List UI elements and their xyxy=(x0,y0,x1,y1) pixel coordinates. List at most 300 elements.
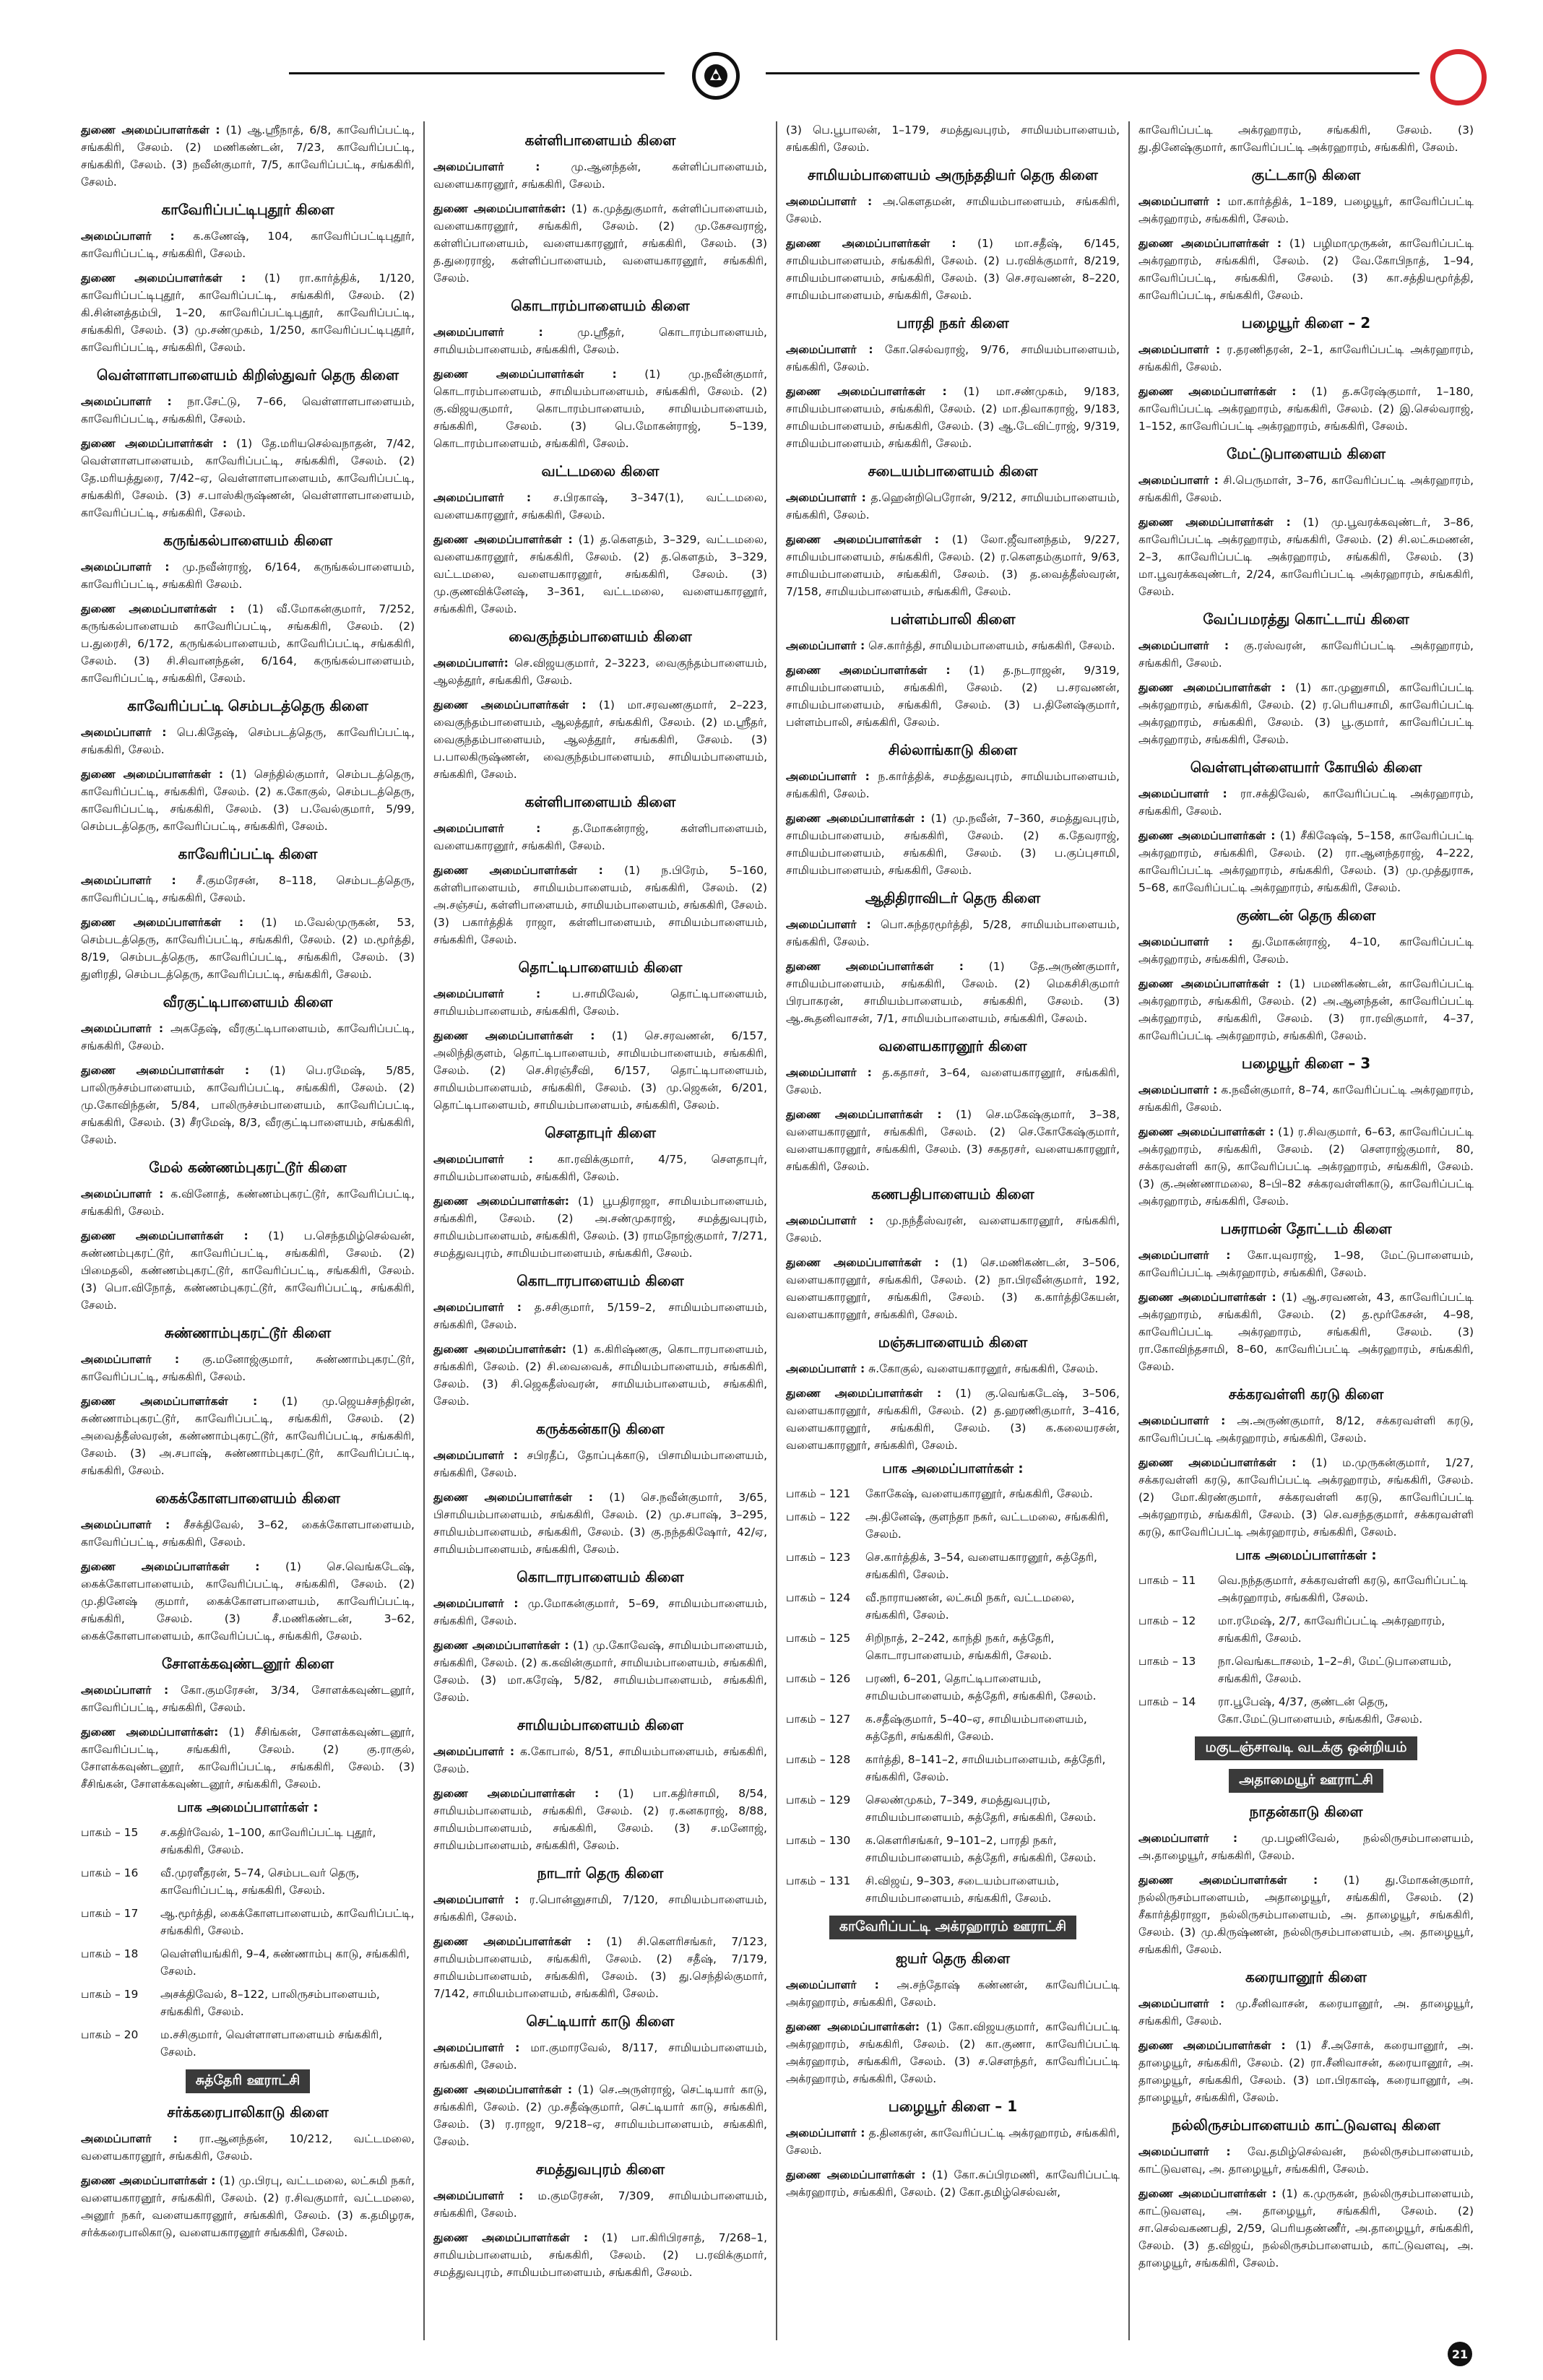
booth-organizer: கார்த்தி, 8–141–2, சாமியம்பாளையம், சுத்தேரி, சங்ககிரி, சேலம். xyxy=(865,1753,1106,1783)
booth-organizer: வீ.நாராயணன், லட்சுமி நகர், வட்டமலை, சங்ககிரி, சேலம். xyxy=(865,1591,1075,1622)
entry-role-label: அமைப்பாளர் : xyxy=(433,1597,519,1610)
booth-heading: பாக அமைப்பாளர்கள் : xyxy=(882,1461,1024,1476)
member-entry xyxy=(786,1064,1120,1099)
entry-text: த.மோகன்ராஜ், கள்ளிபாளையம், வளையகாரனூர், சங்ககிரி, சேலம். xyxy=(433,822,767,852)
entry-role-label: துணை அமைப்பாளர்கள் : xyxy=(81,916,244,929)
member-entry xyxy=(786,2124,1120,2159)
section-banner: மகுடஞ்சாவடி வடக்கு ஒன்றியம் xyxy=(1195,1736,1417,1760)
booth-number: பாகம் – 15 xyxy=(81,1826,139,1839)
red-ring-icon xyxy=(1430,49,1487,105)
entry-text: வே.தமிழ்செல்வன், நல்லிருசம்பாளையம், காட்டுவளவு, அ. தாழையூர், சங்ககிரி, சேலம். xyxy=(1138,2145,1474,2176)
entry-role-label: அமைப்பாளர் : xyxy=(433,2041,520,2054)
entry-role-label: அமைப்பாளர் : xyxy=(433,987,541,1000)
entry-text: (1) ர.சிவகுமார், 6–63, காவேரிப்பட்டி அக்ரஹாரம், சங்ககிரி, சேலம். (2) சௌராஜ்குமார், 80, சக்கரவள்ளி காடு, காவேரிப்பட்டி அக்ரஹாரம், சங்ககிரி, சேலம். (3) கு.அண்ணாமலை, 8–பி–82 சக்கரவள்ளிகாடு, காவேரிப்பட்டி அக்ரஹாரம், சங்ககிரி, சேலம். xyxy=(1138,1125,1474,1208)
entry-text: (1) செ.மகேஷ்குமார், 3–38, வளையகாரனூர், சங்ககிரி, சேலம். (2) செ.கோகேஷ்குமார், வளையகாரனூர், சங்ககிரி, சேலம். (3) சகதரசர், வளையகாரனூர், சங்ககிரி, சேலம். xyxy=(786,1108,1120,1173)
member-entry xyxy=(1138,193,1474,228)
booth-heading: பாக அமைப்பாளர்கள் : xyxy=(177,1800,319,1815)
booth-row xyxy=(786,1791,1120,1826)
entry-text: (1) லோ.ஜீவானந்தம், 9/227, சாமியம்பாளையம், சங்ககிரி, சேலம். (2) ர.கௌதம்குமார், 9/63, சாமியம்பாளையம், சங்ககிரி, சேலம். (3) த.வைத்தீஸ்வரன், 7/158, சாமியம்பாளையம், சங்ககிரி, சேலம். xyxy=(786,533,1120,598)
branch-title: கொடாரம்பாளையம் கிளை xyxy=(511,297,690,314)
entry-role-label: துணை அமைப்பாளர்கள் : xyxy=(433,1935,592,1948)
entry-text: செ.கார்த்தி, சாமியம்பாளையம், சங்ககிரி, சேலம். xyxy=(868,639,1115,652)
branch-title: வேப்பமரத்து கொட்டாய் கிளை xyxy=(1203,610,1409,628)
branch-title: மஞ்சுபாளையம் கிளை xyxy=(878,1333,1028,1351)
booth-number: பாகம் – 128 xyxy=(786,1753,851,1766)
member-entry xyxy=(786,383,1120,452)
member-entry xyxy=(81,766,415,835)
member-entry xyxy=(81,1185,415,1220)
entry-text: (1) மு.நவீன், 7–360, சமத்துவபுரம், சாமியம்பாளையம், சங்ககிரி, சேலம். (2) க.தேவராஜ், சாமியம்பாளையம், சங்ககிரி, சேலம். (3) ப.குப்புசாமி, சாமியம்பாளையம், சங்ககிரி, சேலம். xyxy=(786,812,1120,877)
branch-title: பழையூர் கிளை – 2 xyxy=(1241,314,1371,332)
branch-title: வீரகுட்டிபாளையம் கிளை xyxy=(163,993,333,1011)
entry-text: (1) த.நடராஜன், 9/319, சாமியம்பாளையம், சங்ககிரி, சேலம். (2) ப.சரவணன், சாமியம்பாளையம், சங்ககிரி, சேலம். (3) ப.தினேஷ்குமார், பள்ளம்பாலி, சங்ககிரி, சேலம். xyxy=(786,664,1120,729)
entry-role-label: அமைப்பாளர் : xyxy=(786,918,871,931)
entry-role-label: துணை அமைப்பாளர்கள் : xyxy=(1138,829,1276,842)
member-entry xyxy=(433,2229,767,2281)
member-entry xyxy=(1138,679,1474,748)
branch-title: சர்க்கரைபாலிகாடு கிளை xyxy=(167,2103,329,2121)
member-entry xyxy=(433,489,767,524)
branch-title: குண்டன் தெரு கிளை xyxy=(1236,906,1376,924)
entry-role-label: அமைப்பாளர் : xyxy=(786,2126,865,2139)
member-entry xyxy=(433,1027,767,1114)
member-entry xyxy=(1138,514,1474,600)
branch-title: சோளக்கவுண்டனூர் கிளை xyxy=(161,1655,334,1672)
entry-role-label: அமைப்பாளர் : xyxy=(786,1978,879,1991)
entry-role-label: அமைப்பாளர் : xyxy=(1138,1997,1225,2010)
member-entry xyxy=(1138,121,1474,156)
booth-number: பாகம் – 18 xyxy=(81,1947,139,1960)
entry-role-label: துணை அமைப்பாளர்கள்: xyxy=(81,1726,219,1739)
member-entry xyxy=(433,2039,767,2074)
member-entry xyxy=(81,269,415,356)
branch-title: காவேரிப்பட்டி செம்படத்தெரு கிளை xyxy=(127,697,368,714)
branch-title: பசுராமன் தோட்டம் கிளை xyxy=(1220,1220,1392,1237)
branch-title: சாமியம்பாளையம் கிளை xyxy=(517,1716,684,1734)
member-entry xyxy=(433,1489,767,1558)
member-entry xyxy=(786,1360,1120,1377)
member-entry xyxy=(81,121,415,191)
booth-number: பாகம் – 20 xyxy=(81,2028,139,2041)
branch-title: நல்லிருசம்பாளையம் காட்டுவளவு கிளை xyxy=(1172,2116,1440,2134)
entry-text: மு.பழனிவேல், நல்லிருசம்பாளையம், அ.தாழையூர், சங்ககிரி, சேலம். xyxy=(1138,1832,1474,1862)
entry-text: (1) மு.நவீன்குமார், கொடாரம்பாளையம், சாமியம்பாளையம், சங்ககிரி, சேலம். (2) கு.விஜயகுமார், கொடாரம்பாளையம், சாமியம்பாளையம், சங்ககிரி, சேலம். (3) பெ.மோகன்ராஜ், 5–139, கொடாரம்பாளையம், சங்ககிரி, சேலம். xyxy=(433,368,768,450)
entry-text: (1) சீசிங்கன், சோளக்கவுண்டனூர், காவேரிப்பட்டி, சங்ககிரி, சேலம். (2) கு.ராகுல், சோளக்கவுண்டனூர், காவேரிப்பட்டி, சங்ககிரி, சேலம். (3) சீசிங்கன், சோளக்கவுண்டனூர், சங்ககிரி, சேலம். xyxy=(81,1726,415,1791)
member-entry xyxy=(81,1351,415,1385)
branch-title: சௌதாபுர் கிளை xyxy=(545,1124,656,1141)
entry-role-label: துணை அமைப்பாளர்கள் : xyxy=(81,437,228,450)
entry-role-label: அமைப்பாளர் : xyxy=(1138,343,1221,356)
entry-role-label: துணை அமைப்பாளர்கள்: xyxy=(433,1343,567,1356)
booth-row xyxy=(786,1485,1120,1502)
booth-row xyxy=(1138,1653,1474,1687)
entry-text: (1) வீ.மோகன்குமார், 7/252, கருங்கல்பாளையம் காவேரிப்பட்டி, சங்ககிரி, சேலம். (2) ப.துரைசி, 6/172, கருங்கல்பாளையம், காவேரிப்பட்டி, சங்ககிரி, சேலம். (3) சி.சிவானந்தன், 6/164, கருங்கல்பாளையம், காவேரிப்பட்டி, சங்ககிரி, சேலம். xyxy=(81,602,415,685)
page-number: 21 xyxy=(1448,2342,1472,2366)
booth-number: பாகம் – 126 xyxy=(786,1672,851,1685)
entry-role-label: துணை அமைப்பாளர்கள் : xyxy=(433,1787,600,1800)
entry-text: (1) த.கௌதம், 3–329, வட்டமலை, வளையகாரனூர், சங்ககிரி, சேலம். (2) த.கௌதம், 3–329, வட்டமலை, வளையகாரனூர், சங்ககிரி, சேலம். (3) மு.குணவிக்னேஷ், 3–361, வட்டமலை, வளையகாரனூர், சங்ககிரி, சேலம். xyxy=(433,533,767,615)
member-entry xyxy=(81,1723,415,1793)
branch-title: சடையம்பாளையம் கிளை xyxy=(868,462,1038,480)
booth-row xyxy=(81,1945,415,1980)
entry-role-label: அமைப்பாளர் : xyxy=(81,1684,169,1697)
entry-text: (1) பெ.ரமேஷ், 5/85, பாலிருச்சம்பாளையம், காவேரிப்பட்டி, சங்ககிரி, சேலம். (2) மு.கோவிந்தன், 5/84, பாலிருச்சம்பாளையம், காவேரிப்பட்டி, சங்ககிரி, சேலம். (3) சீரமேஷ், 8/3, வீரகுட்டிபாளையம், சங்ககிரி, சேலம். xyxy=(81,1064,415,1146)
entry-role-label: அமைப்பாளர் : xyxy=(433,1745,515,1758)
branch-title: குட்டகாடு கிளை xyxy=(1251,166,1361,183)
entry-text: நா.சேட்டு, 7–66, வெள்ளாளபாளையம், காவேரிப்பட்டி, சங்ககிரி, சேலம். xyxy=(81,395,415,425)
booth-organizer: செலண்முகம், 7–349, சமத்துவபுரம், சாமியம்பாளையம், சுத்தேரி, சங்ககிரி, சேலம். xyxy=(865,1793,1097,1824)
booth-row xyxy=(1138,1693,1474,1728)
column-3 xyxy=(777,121,1130,2340)
entry-text: து.மோகன்ராஜ், 4–10, காவேரிப்பட்டி அக்ரஹாரம், சங்ககிரி, சேலம். xyxy=(1138,935,1474,966)
branch-title: மேல் கண்ணம்புகரட்டூர் கிளை xyxy=(149,1159,347,1176)
booth-organizer: கோகேஷ், வளையகாரனூர், சங்ககிரி, சேலம். xyxy=(865,1487,1093,1500)
branch-title: சுண்ணாம்புகரட்டூர் கிளை xyxy=(164,1324,332,1341)
booth-number: பாகம் – 122 xyxy=(786,1510,851,1523)
entry-text: (1) ப.செந்தமிழ்செல்வன், சுண்ணம்புகரட்டூர், காவேரிப்பட்டி, சங்ககிரி, சேலம். (2) பிமைதலி, கண்ணம்புகரட்டூர், காவேரிப்பட்டி, சங்ககிரி, சேலம். (3) பொ.விநோத், கண்ணம்புகரட்டூர், காவேரிப்பட்டி, சங்ககிரி, சேலம். xyxy=(81,1229,415,1312)
entry-text: ர.பொன்னுசாமி, 7/120, சாமியம்பாளையம், சங்ககிரி, சேலம். xyxy=(433,1893,767,1924)
member-entry xyxy=(1138,2037,1474,2106)
branch-title: பழையூர் கிளை – 1 xyxy=(888,2098,1018,2115)
member-entry xyxy=(433,1743,767,1778)
column-1 xyxy=(72,121,425,2340)
entry-role-label: துணை அமைப்பாளர்கள் : xyxy=(81,124,220,137)
member-entry xyxy=(433,1891,767,1926)
entry-text: (1) சி.கௌரிசங்கர், 7/123, சாமியம்பாளையம், சங்ககிரி, சேலம். (2) சதீஷ், 7/179, சாமியம்பாளையம், சங்ககிரி, சேலம். (3) து.செந்தில்குமார், 7/142, சாமியம்பாளையம், சங்ககிரி, சேலம். xyxy=(433,1935,767,2000)
entry-text: க.கணேஷ், 104, காவேரிப்பட்டிபுதூர், காவேரிப்பட்டி, சங்ககிரி, சேலம். xyxy=(81,230,415,260)
branch-title: காவேரிப்பட்டி கிளை xyxy=(178,845,318,862)
booth-row xyxy=(786,1549,1120,1583)
entry-role-label: துணை அமைப்பாளர்கள் : xyxy=(1138,1874,1318,1887)
entry-text: (1) க.முத்துகுமார், கள்ளிப்பாளையம், வளையகாரனூர், சங்ககிரி, சேலம். (2) மு.கேசவராஜ், கள்ளிப்பாளையம், வளையகாரனூர், சங்ககிரி, சேலம். (3) த.துரைராஜ், கள்ளிப்பாளையம், வளையகாரனூர், சங்ககிரி, சேலம். xyxy=(433,202,767,285)
member-entry xyxy=(786,1976,1120,2011)
entry-text: (1) கோ.விஜயகுமார், காவேரிப்பட்டி அக்ரஹாரம், சங்ககிரி, சேலம். (2) கா.குணா, காவேரிப்பட்டி அக்ரஹாரம், சங்ககிரி, சேலம். (3) ச.சௌந்தர், காவேரிப்பட்டி அக்ரஹாரம், சங்ககிரி, சேலம். xyxy=(786,2020,1120,2085)
member-entry xyxy=(1138,1289,1474,1375)
entry-role-label: துணை அமைப்பாளர்கள் : xyxy=(1138,2039,1286,2052)
booth-row xyxy=(1138,1572,1474,1606)
entry-role-label: துணை அமைப்பாளர்கள் : xyxy=(786,1256,939,1269)
entry-role-label: அமைப்பாளர் : xyxy=(786,491,866,504)
entry-text: ந.கார்த்திக், சமத்துவபுரம், சாமியம்பாளையம், சங்ககிரி, சேலம். xyxy=(786,770,1120,800)
member-entry xyxy=(1138,975,1474,1044)
member-entry xyxy=(433,1637,767,1706)
member-entry xyxy=(1138,637,1474,672)
entry-text: (1) தே.மரியசெல்வநாதன், 7/42, வெள்ளாளபாளையம், காவேரிப்பட்டி, சங்ககிரி, சேலம். (2) தே.மரியத்துரை, 7/42–ஏ, வெள்ளாளபாளையம், காவேரிப்பட்டி, சங்ககிரி, சேலம். (3) ச.பாஸ்கிருஷ்ணன், வெள்ளாளபாளையம், காவேரிப்பட்டி, சங்ககிரி, சேலம். xyxy=(81,437,415,519)
branch-title: கள்ளிபாளையம் கிளை xyxy=(524,131,676,149)
entry-text: மா.கார்த்திக், 1–189, பழையூர், காவேரிப்பட்டி அக்ரஹாரம், சங்ககிரி, சேலம். xyxy=(1138,195,1474,225)
booth-organizer: மா.ரமேஷ், 2/7, காவேரிப்பட்டி அக்ரஹாரம், சங்ககிரி, சேலம். xyxy=(1218,1614,1445,1645)
entry-role-label: துணை அமைப்பாளர்கள் : xyxy=(786,1387,942,1400)
booth-number: பாகம் – 17 xyxy=(81,1907,139,1920)
branch-title: கொடாரபாளையம் கிளை xyxy=(517,1272,684,1289)
member-entry xyxy=(81,724,415,758)
entry-role-label: அமைப்பாளர் : xyxy=(433,822,541,835)
entry-text: (1) செந்தில்குமார், செம்படத்தெரு, காவேரிப்பட்டி, சங்ககிரி, சேலம். (2) க.கோகுல், செம்படத்தெரு, காவேரிப்பட்டி, சங்ககிரி, சேலம். (3) ப.வேல்குமார், 5/99, செம்படத்தெரு, காவேரிப்பட்டி, சங்ககிரி, சேலம். xyxy=(81,768,415,833)
member-entry xyxy=(786,768,1120,802)
entry-role-label: துணை அமைப்பாளர்கள் : xyxy=(433,2231,589,2244)
booth-number: பாகம் – 16 xyxy=(81,1866,139,1879)
entry-text: (1) செ.சரவணன், 6/157, அலிந்திகுளம், தொட்டிபாளையம், சாமியம்பாளையம், சங்ககிரி, சேலம். (2) செ.சிரஞ்சீவி, 6/157, தொட்டிபாளையம், சாமியம்பாளையம், சங்ககிரி, சேலம். (3) மு.ஜெகன், 6/201, தொட்டிபாளையம், சாமியம்பாளையம், சங்ககிரி, சேலம். xyxy=(433,1029,767,1112)
member-entry xyxy=(786,121,1120,156)
member-entry xyxy=(433,1785,767,1854)
member-entry xyxy=(1138,2185,1474,2272)
booth-organizer: பரணி, 6–201, தொட்டிபாளையம், சாமியம்பாளையம், சுத்தேரி, சங்ககிரி, சேலம். xyxy=(865,1672,1097,1702)
entry-role-label: அமைப்பாளர் : xyxy=(786,639,865,652)
booth-number: பாகம் – 125 xyxy=(786,1632,851,1645)
entry-text: (1) மு.ஜெயச்சந்திரன், சுண்ணாம்புகரட்டூர், காவேரிப்பட்டி, சங்ககிரி, சேலம். (2) அவைத்தீஸ்வரன், கண்ணாம்புகரட்டூர், காவேரிப்பட்டி, சங்ககிரி, சேலம். (3) அ.சபாஷ், சுண்ணாம்புகரட்டூர், காவேரிப்பட்டி, சங்ககிரி, சேலம். xyxy=(81,1395,415,1477)
entry-text: (1) செ.மணிகண்டன், 3–506, வளையகாரனூர், சங்ககிரி, சேலம். (2) நா.பிரவீன்குமார், 192, வளையகாரனூர், சங்ககிரி, சேலம். (3) க.கார்த்திகேயன், வளையகாரனூர், சங்ககிரி, சேலம். xyxy=(786,1256,1120,1321)
booth-number: பாகம் – 121 xyxy=(786,1487,851,1500)
member-entry xyxy=(433,2187,767,2222)
entry-role-label: துணை அமைப்பாளர்கள் : xyxy=(81,1229,248,1242)
member-entry xyxy=(81,1393,415,1479)
member-entry xyxy=(786,662,1120,731)
member-entry xyxy=(433,324,767,358)
booth-organizer: ஆ.மூர்த்தி, கைக்கோளபாளையம், காவேரிப்பட்டி, சங்ககிரி, சேலம். xyxy=(160,1907,415,1937)
member-entry xyxy=(81,558,415,593)
branch-title: கருங்கல்பாளையம் கிளை xyxy=(163,532,333,549)
branch-title: வளையகாரனூர் கிளை xyxy=(878,1037,1027,1055)
booth-row xyxy=(1138,1612,1474,1647)
branch-title: காவேரிப்பட்டிபுதூர் கிளை xyxy=(161,201,334,218)
member-entry xyxy=(1138,341,1474,376)
booth-number: பாகம் – 129 xyxy=(786,1793,851,1806)
entry-role-label: அமைப்பாளர் : xyxy=(433,1449,518,1462)
booth-row xyxy=(81,1824,415,1858)
branch-title: கள்ளிபாளையம் கிளை xyxy=(524,793,676,810)
branch-title: மேட்டுபாளையம் கிளை xyxy=(1227,445,1386,462)
member-entry xyxy=(81,600,415,687)
entry-role-label: துணை அமைப்பாளர்கள் : xyxy=(1138,2187,1276,2200)
member-entry xyxy=(786,810,1120,879)
member-entry xyxy=(81,435,415,522)
booth-organizer: செ.கார்த்திக், 3–54, வளையகாரனூர், சுத்தேரி, சங்ககிரி, சேலம். xyxy=(865,1551,1097,1581)
entry-role-label: அமைப்பாளர் : xyxy=(81,726,167,739)
branch-title: ஆதிதிராவிடர் தெரு கிளை xyxy=(865,889,1041,906)
booth-heading: பாக அமைப்பாளர்கள் : xyxy=(1235,1548,1377,1563)
member-entry xyxy=(1138,383,1474,435)
entry-role-label: அமைப்பாளர்: xyxy=(433,657,509,670)
entry-text: கோ.செல்வராஜ், 9/76, சாமியம்பாளையம், சங்ககிரி, சேலம். xyxy=(786,343,1120,373)
entry-role-label: அமைப்பாளர் : xyxy=(1138,787,1227,800)
booth-number: பாகம் – 11 xyxy=(1138,1574,1196,1587)
entry-text: த.கதாசர், 3–64, வளையகாரனூர், சங்ககிரி, சேலம். xyxy=(786,1066,1120,1096)
booth-row xyxy=(81,1864,415,1899)
member-entry xyxy=(433,1299,767,1333)
entry-text: சபிரதீப், தோப்புக்காடு, பிசாமியம்பாளையம், சங்ககிரி, சேலம். xyxy=(433,1449,767,1479)
entry-text: அ.அருண்குமார், 8/12, சக்கரவள்ளி கரடு, காவேரிப்பட்டி அக்ரஹாரம், சங்ககிரி, சேலம். xyxy=(1138,1414,1474,1445)
entry-text: மு.சீனிவாசன், கரையானூர், அ. தாழையூர், சங்ககிரி, சேலம். xyxy=(1138,1997,1474,2028)
member-entry xyxy=(433,365,767,452)
entry-role-label: துணை அமைப்பாளர்கள் : xyxy=(433,1639,569,1652)
member-entry xyxy=(1138,235,1474,304)
member-entry xyxy=(786,1212,1120,1247)
member-entry xyxy=(786,531,1120,600)
member-entry xyxy=(433,696,767,783)
entry-text: ம.குமரேசன், 7/309, சாமியம்பாளையம், சங்ககிரி, சேலம். xyxy=(433,2189,768,2220)
member-entry xyxy=(433,1447,767,1481)
party-emblem-icon xyxy=(692,52,740,100)
entry-role-label: துணை அமைப்பாளர்கள் : xyxy=(786,1108,942,1121)
member-entry xyxy=(81,1558,415,1645)
member-entry xyxy=(786,193,1120,228)
section-banner: சுத்தேரி ஊராட்சி xyxy=(186,2069,311,2093)
entry-text: (1) தே.அருண்குமார், சாமியம்பாளையம், சங்ககிரி, சேலம். (2) மெகசிசிகுமார் பிரபாகரன், சாமியம்பாளையம், சங்ககிரி, சேலம். (3) ஆ.கூதனிவாசன், 7/1, சாமியம்பாளையம், சங்ககிரி, சேலம். xyxy=(786,960,1120,1025)
entry-role-label: துணை அமைப்பாளர்கள் : xyxy=(433,698,587,711)
booth-row xyxy=(786,1710,1120,1745)
entry-role-label: அமைப்பாளர் : xyxy=(786,343,873,356)
entry-role-label: அமைப்பாளர் : xyxy=(81,1353,180,1366)
booth-row xyxy=(786,1751,1120,1786)
entry-role-label: அமைப்பாளர் : xyxy=(786,1362,865,1375)
branch-title: சாமியம்பாளையம் அருந்ததியர் தெரு கிளை xyxy=(808,166,1098,183)
entry-text: (1) க.கிரிஷ்ணகு, கொடாரபாளையம், சங்ககிரி, சேலம். (2) சி.வைவைக், சாமியம்பாளையம், சங்ககிரி, சேலம். (3) சி.ஜெகதீஸ்வரன், சாமியம்பாளையம், சங்ககிரி, சேலம். xyxy=(433,1343,768,1408)
entry-role-label: அமைப்பாளர் : xyxy=(1138,195,1221,208)
member-entry xyxy=(81,1682,415,1716)
entry-text: த.சசிகுமார், 5/159–2, சாமியம்பாளையம், சங்ககிரி, சேலம். xyxy=(433,1301,767,1331)
member-entry xyxy=(81,2130,415,2165)
entry-text: காவேரிப்பட்டி அக்ரஹாரம், சங்ககிரி, சேலம். (3) து.தினேஷ்குமார், காவேரிப்பட்டி அக்ரஹாரம், சங்ககிரி, சேலம். xyxy=(1138,124,1474,154)
member-entry xyxy=(1138,933,1474,968)
branch-title: கைக்கோளபாளையம் கிளை xyxy=(155,1489,340,1507)
entry-text: மு.ஸ்ரீதர், கொடாரம்பாளையம், சாமியம்பாளையம், சங்ககிரி, சேலம். xyxy=(433,326,767,356)
booth-organizer: க.கௌரிசங்கர், 9–101–2, பாரதி நகர், சாமியம்பாளையம், சுத்தேரி, சங்ககிரி, சேலம். xyxy=(865,1834,1097,1864)
booth-row xyxy=(81,2026,415,2061)
entry-role-label: துணை அமைப்பாளர்கள்: xyxy=(786,2020,920,2033)
entry-role-label: அமைப்பாளர் : xyxy=(1138,1249,1231,1262)
entry-text: ரா.ஆனந்தன், 10/212, வட்டமலை, வளையகாரனூர், சங்ககிரி, சேலம். xyxy=(81,2132,415,2163)
booth-row xyxy=(786,1872,1120,1907)
member-entry xyxy=(433,158,767,193)
member-entry xyxy=(81,1516,415,1551)
entry-text: க.கோபால், 8/51, சாமியம்பாளையம், சங்ககிரி, சேலம். xyxy=(433,1745,767,1775)
entry-role-label: துணை அமைப்பாளர்கள் : xyxy=(786,533,939,546)
entry-text: மு.நந்தீஸ்வரன், வளையகாரனூர், சங்ககிரி, சேலம். xyxy=(786,1214,1120,1245)
booth-number: பாகம் – 14 xyxy=(1138,1695,1196,1708)
entry-role-label: அமைப்பாளர் : xyxy=(1138,1083,1218,1096)
branch-title: கருக்கன்காடு கிளை xyxy=(536,1420,665,1437)
entry-text: கோ.குமரேசன், 3/34, சோளக்கவுண்டனூர், காவேரிப்பட்டி, சங்ககிரி, சேலம். xyxy=(81,1684,415,1714)
booth-organizer: வீ.முரளீதரன், 5–74, செம்படவர் தெரு, காவேரிப்பட்டி, சங்ககிரி, சேலம். xyxy=(160,1866,360,1897)
entry-role-label: அமைப்பாளர் : xyxy=(81,230,175,243)
branch-title: நாடார் தெரு கிளை xyxy=(537,1864,664,1882)
entry-role-label: துணை அமைப்பாளர்கள் : xyxy=(1138,385,1297,398)
member-entry xyxy=(81,228,415,262)
entry-text: அ.கௌதமன், சாமியம்பாளையம், சங்ககிரி, சேலம். xyxy=(786,195,1120,225)
member-entry xyxy=(1138,785,1474,820)
branch-title: வட்டமலை கிளை xyxy=(541,462,660,480)
section-banner: அதாமையூர் ஊராட்சி xyxy=(1229,1769,1383,1793)
member-entry xyxy=(786,489,1120,524)
booth-organizer: ச.கதிர்வேல், 1–100, காவேரிப்பட்டி புதூர், சங்ககிரி, சேலம். xyxy=(160,1826,376,1856)
branch-title: வெள்ளாளபாளையம் கிறிஸ்துவர் தெரு கிளை xyxy=(96,366,399,384)
entry-role-label: துணை அமைப்பாளர்கள் : xyxy=(786,664,951,677)
entry-text: க.நவீன்குமார், 8–74, காவேரிப்பட்டி அக்ரஹாரம், சங்ககிரி, சேலம். xyxy=(1138,1083,1474,1114)
page-header xyxy=(0,0,1543,108)
booth-organizer: அ.தினேஷ், குளந்தா நகர், வட்டமலை, சங்ககிரி, சேலம். xyxy=(865,1510,1109,1541)
booth-row xyxy=(81,1905,415,1939)
member-entry xyxy=(1138,1454,1474,1541)
member-entry xyxy=(81,872,415,906)
entry-role-label: துணை அமைப்பாளர்கள் : xyxy=(81,272,246,285)
booth-row xyxy=(786,1630,1120,1664)
entry-role-label: துணை அமைப்பாளர்கள் : xyxy=(1138,681,1286,694)
booth-row xyxy=(786,1589,1120,1624)
entry-text: சீசக்திவேல், 3–62, கைக்கோளபாளையம், காவேரிப்பட்டி, சங்ககிரி, சேலம். xyxy=(81,1518,415,1549)
member-entry xyxy=(1138,1871,1474,1958)
booth-organizer: நா.வெங்கடாசலம், 1–2–சி, மேட்டுபாளையம், சங்ககிரி, சேலம். xyxy=(1218,1655,1452,1685)
entry-text: (1) சீ.அசோக், கரையானூர், அ. தாழையூர், சங்ககிரி, சேலம். (2) ரா.சீனிவாசன், கரையானூர், அ. தாழையூர், சங்ககிரி, சேலம். (3) மா.பிரகாஷ், கரையானூர், அ. தாழையூர், சங்ககிரி, சேலம். xyxy=(1138,2039,1474,2104)
entry-text: (1) செ.நவீன்குமார், 3/65, பிசாமியம்பாளையம், சங்ககிரி, சேலம். (2) மு.சபாஷ், 3–295, சாமியம்பாளையம், சங்ககிரி, சேலம். (3) கு.நந்தகிஷோர், 42/ஏ, சாமியம்பாளையம், சங்ககிரி, சேலம். xyxy=(433,1491,767,1556)
entry-role-label: அமைப்பாளர் : xyxy=(433,491,532,504)
entry-text: அகதேஷ், வீரகுட்டிபாளையம், காவேரிப்பட்டி, சங்ககிரி, சேலம். xyxy=(81,1022,415,1052)
entry-text: மா.குமாரவேல், 8/117, சாமியம்பாளையம், சங்ககிரி, சேலம். xyxy=(433,2041,767,2072)
entry-role-label: துணை அமைப்பாளர்கள் : xyxy=(81,1560,260,1573)
member-entry xyxy=(1138,1830,1474,1864)
member-entry xyxy=(433,2081,767,2150)
member-entry xyxy=(786,2018,1120,2087)
entry-role-label: அமைப்பாளர் : xyxy=(786,195,873,208)
entry-text: ர.தரணிதரன், 2–1, காவேரிப்பட்டி அக்ரஹாரம், சங்ககிரி, சேலம். xyxy=(1138,343,1474,373)
branch-title: சக்கரவள்ளி கரடு கிளை xyxy=(1228,1385,1384,1403)
booth-number: பாகம் – 124 xyxy=(786,1591,851,1604)
member-entry xyxy=(786,637,1120,654)
member-entry xyxy=(1138,1123,1474,1210)
member-entry xyxy=(1138,1247,1474,1281)
entry-text: பொ.சுந்தரமூர்த்தி, 5/28, சாமியம்பாளையம், சங்ககிரி, சேலம். xyxy=(786,918,1120,948)
entry-text: (1) பூபதிராஜா, சாமியம்பாளையம், சங்ககிரி, சேலம். (2) அ.சண்முகராஜ், சமத்துவபுரம், சாமியம்பாளையம், சங்ககிரி, சேலம். (3) ராமநோஜ்குமார், 7/271, சமத்துவபுரம், சாமியம்பாளையம், சங்ககிரி, சேலம். xyxy=(433,1195,767,1260)
entry-role-label: துணை அமைப்பாளர்கள்: xyxy=(433,1195,569,1208)
entry-text: (1) பா.கிரிபிரசாத், 7/268–1, சாமியம்பாளையம், சங்ககிரி, சேலம். (2) ப.ரவிக்குமார், சமத்துவபுரம், சாமியம்பாளையம், சங்ககிரி, சேலம். xyxy=(433,2231,768,2279)
entry-role-label: துணை அமைப்பாளர்கள் : xyxy=(81,602,235,615)
entry-text: செ.விஜயகுமார், 2–3223, வைகுந்தம்பாளையம், ஆலத்தூர், சங்ககிரி, சேலம். xyxy=(433,657,767,687)
booth-row xyxy=(786,1832,1120,1866)
member-entry xyxy=(433,862,767,948)
entry-text: (1) மு.பிரபு, வட்டமலை, லட்சுமி நகர், வளையகாரனூர், சங்ககிரி, சேலம். (2) ர.சிவகுமார், வட்டமலை, அனூர் நகர், வளையகாரனூர், சங்ககிரி, சேலம். (3) க.தமிழரசு, சர்க்கரைபாலிகாடு, வளையகாரனூர் சங்ககிரி, சேலம். xyxy=(81,2174,415,2239)
booth-organizer: சிறிநாத், 2–242, காந்தி நகர், சுத்தேரி, கொடாரபாளையம், சங்ககிரி, சேலம். xyxy=(865,1632,1055,1662)
booth-organizer: ரா.பூபேஷ், 4/37, குண்டன் தெரு, கோ.மேட்டுபாளையம், சங்ககிரி, சேலம். xyxy=(1218,1695,1423,1726)
entry-text: சி.பெருமாள், 3–76, காவேரிப்பட்டி அக்ரஹாரம், சங்ககிரி, சேலம். xyxy=(1138,474,1474,504)
entry-text: அ.சந்தோஷ் கண்ணன், காவேரிப்பட்டி அக்ரஹாரம், சங்ககிரி, சேலம். xyxy=(786,1978,1120,2009)
entry-text: சீ.குமரேசன், 8–118, செம்படத்தெரு, காவேரிப்பட்டி, சங்ககிரி, சேலம். xyxy=(81,874,415,904)
entry-role-label: துணை அமைப்பாளர்கள் : xyxy=(1138,1456,1297,1469)
entry-role-label: துணை அமைப்பாளர்கள் : xyxy=(786,2168,926,2181)
booth-row xyxy=(81,1986,415,2020)
booth-number: பாகம் – 19 xyxy=(81,1988,139,2001)
entry-role-label: அமைப்பாளர் : xyxy=(81,395,172,408)
entry-text: (1) ம.முருகன்குமார், 1/27, சக்கரவள்ளி கரடு, காவேரிப்பட்டி அக்ரஹாரம், சங்ககிரி, சேலம். (2) மோ.கிரண்குமார், சக்கரவள்ளி கரடு, காவேரிப்பட்டி அக்ரஹாரம், சங்ககிரி, சேலம். (3) செ.வசந்தகுமார், சக்கரவள்ளி கரடு, காவேரிப்பட்டி அக்ரஹாரம், சங்ககிரி, சேலம். xyxy=(1138,1456,1474,1539)
booth-organizer: வெ.நந்தகுமார், சக்கரவள்ளி கரடு, காவேரிப்பட்டி அக்ரஹாரம், சங்ககிரி, சேலம். xyxy=(1218,1574,1468,1604)
entry-role-label: துணை அமைப்பாளர்கள் : xyxy=(433,1029,595,1042)
member-entry xyxy=(1138,1995,1474,2030)
entry-role-label: துணை அமைப்பாளர்கள் : xyxy=(433,368,617,381)
member-entry xyxy=(81,393,415,428)
entry-role-label: அமைப்பாளர் : xyxy=(786,1214,874,1227)
entry-role-label: அமைப்பாளர் : xyxy=(1138,2145,1231,2158)
member-entry xyxy=(433,985,767,1020)
booth-organizer: சி.விஜய், 9–303, சடையம்பாளையம், சாமியம்பாளையம், சங்ககிரி, சேலம். xyxy=(865,1874,1060,1905)
entry-role-label: அமைப்பாளர் : xyxy=(81,1518,170,1531)
booth-number: பாகம் – 131 xyxy=(786,1874,851,1887)
branch-title: கொடாரபாளையம் கிளை xyxy=(517,1568,684,1585)
member-entry xyxy=(1138,1081,1474,1116)
booth-organizer: க.சதீஷ்குமார், 5–40–ஏ, சாமியம்பாளையம், சுத்தேரி, சங்ககிரி, சேலம். xyxy=(865,1713,1087,1743)
entry-text: (1) கோ.சுப்பிரமணி, காவேரிப்பட்டி அக்ரஹாரம், சங்ககிரி, சேலம். (2) கோ.தமிழ்செல்வன், xyxy=(786,2168,1120,2199)
entry-role-label: அமைப்பாளர் : xyxy=(81,1187,164,1200)
member-entry xyxy=(1138,472,1474,506)
member-entry xyxy=(433,654,767,689)
member-entry xyxy=(433,200,767,287)
